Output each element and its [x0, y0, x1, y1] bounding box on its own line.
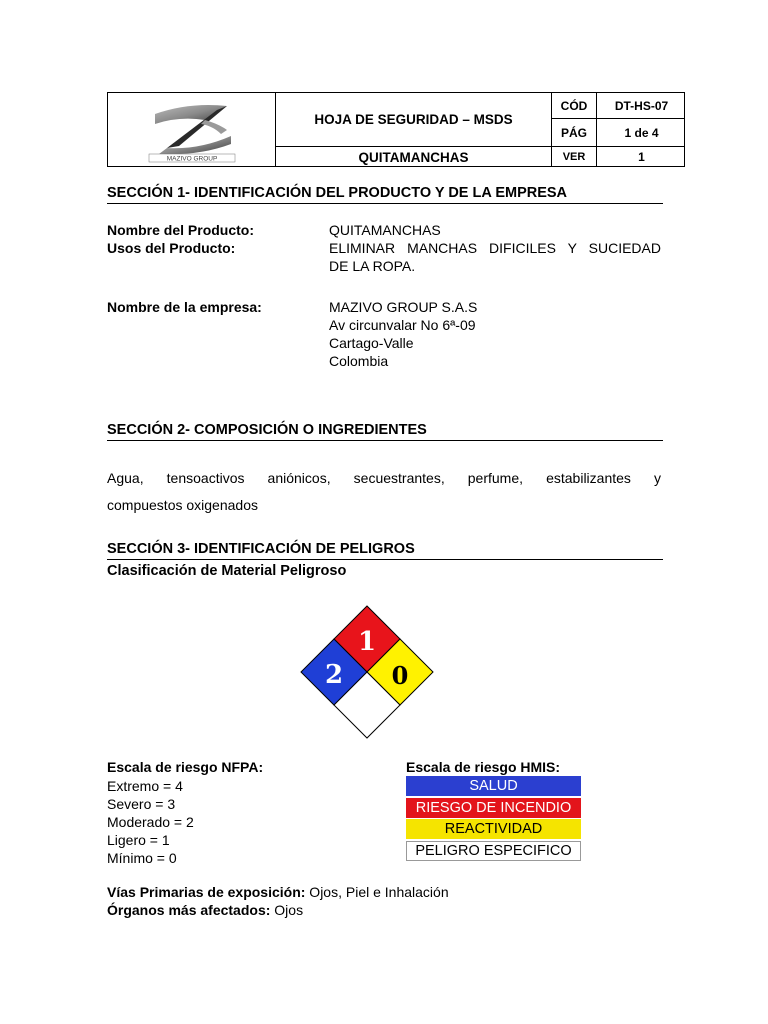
nfpa-scale-item: Severo = 3 [107, 796, 176, 812]
uses-label: Usos del Producto: [107, 240, 236, 256]
ver-label: VER [562, 151, 586, 163]
cod-value: DT-HS-07 [614, 98, 669, 113]
uses-value-line2: DE LA ROPA. [329, 258, 416, 274]
section3-title: SECCIÓN 3- IDENTIFICACIÓN DE PELIGROS [107, 541, 663, 560]
nfpa-scale-title: Escala de riesgo NFPA: [107, 759, 264, 775]
exposure-label: Vías Primarias de exposición: [107, 884, 306, 900]
nfpa-scale-item: Mínimo = 0 [107, 850, 177, 866]
product-header: QUITAMANCHAS [358, 149, 469, 165]
product-name-label: Nombre del Producto: [107, 222, 255, 238]
exposure-value: Ojos, Piel e Inhalación [305, 884, 449, 900]
uses-value-line1: ELIMINAR MANCHAS DIFICILES Y SUCIEDAD [329, 240, 661, 256]
product-name-value: QUITAMANCHAS [329, 222, 441, 238]
section3-subtitle: Clasificación de Material Peligroso [107, 563, 347, 579]
nfpa-scale-item: Extremo = 4 [107, 778, 183, 794]
document-title: HOJA DE SEGURIDAD – MSDS [314, 112, 513, 127]
pag-label: PÁG [560, 125, 587, 140]
hmis-row: RIESGO DE INCENDIO [406, 798, 581, 818]
ingredients-line2: compuestos oxigenados [107, 497, 258, 513]
company-label: Nombre de la empresa: [107, 299, 262, 315]
hmis-row: PELIGRO ESPECIFICO [406, 841, 581, 861]
nfpa-scale-item: Ligero = 1 [107, 832, 170, 848]
company-logo [109, 94, 275, 166]
hmis-row: SALUD [406, 776, 581, 796]
nfpa-scale-item: Moderado = 2 [107, 814, 194, 830]
exposure-line [107, 884, 449, 900]
section2-title: SECCIÓN 2- COMPOSICIÓN O INGREDIENTES [107, 422, 663, 441]
organs-value: Ojos [270, 902, 304, 918]
company-name: MAZIVO GROUP S.A.S [329, 299, 478, 315]
company-address: Av circunvalar No 6ª-09 [329, 317, 476, 333]
section1-title: SECCIÓN 1- IDENTIFICACIÓN DEL PRODUCTO Y DE LA EMPRESA [107, 185, 663, 204]
ver-value: 1 [638, 150, 645, 164]
company-city: Cartago-Valle [329, 335, 414, 351]
pag-value: 1 de 4 [624, 125, 659, 140]
organs-label: Órganos más afectados: [107, 902, 271, 918]
document-header-table [107, 92, 685, 167]
organs-line [107, 902, 303, 918]
nfpa-health-value: 2 [324, 660, 344, 690]
ingredients-line1: Agua, tensoactivos aniónicos, secuestrantes, perfume, estabilizantes y [107, 470, 661, 486]
cod-label: CÓD [560, 98, 588, 113]
nfpa-diamond [298, 604, 438, 744]
svg-text:MAZIVO GROUP: MAZIVO GROUP [166, 155, 218, 163]
nfpa-fire-value: 1 [357, 627, 377, 657]
hmis-scale-title: Escala de riesgo HMIS: [406, 759, 561, 775]
hmis-row: REACTIVIDAD [406, 819, 581, 839]
nfpa-reactivity-value: 0 [391, 661, 409, 690]
company-country: Colombia [329, 353, 389, 369]
